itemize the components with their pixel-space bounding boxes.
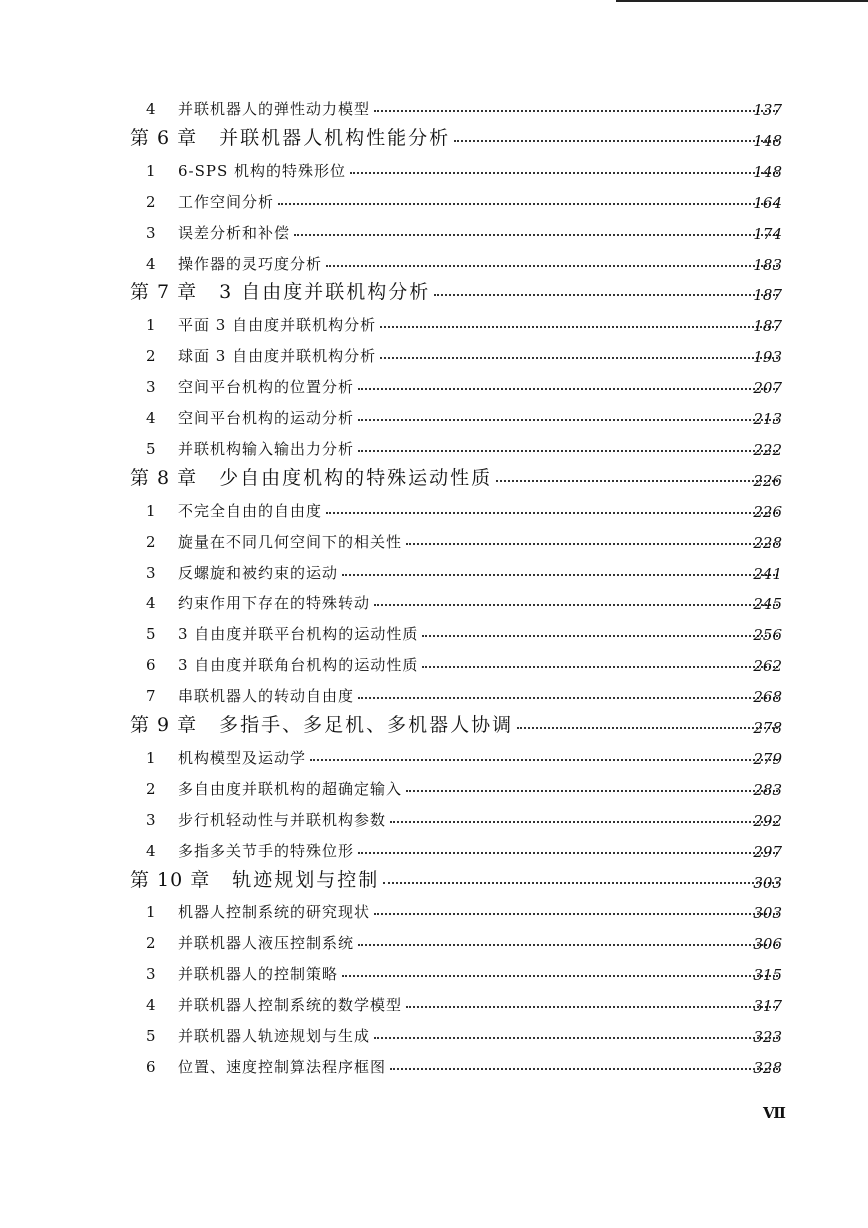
toc-chapter-row bbox=[0, 711, 868, 741]
page-number: 193 bbox=[753, 348, 782, 367]
section-number: 2 bbox=[146, 532, 156, 551]
section-title: 3 自由度并联角台机构的运动性质 bbox=[178, 656, 419, 675]
page-number: 283 bbox=[753, 780, 782, 799]
toc-entry-label bbox=[130, 98, 782, 119]
toc-entry-label bbox=[130, 685, 782, 706]
toc-entry-label bbox=[130, 623, 782, 644]
toc-section-row bbox=[0, 1051, 868, 1081]
page-number: 183 bbox=[753, 255, 782, 274]
toc-entry-label bbox=[130, 222, 782, 243]
dot-leader bbox=[278, 202, 778, 205]
section-title: 多自由度并联机构的超确定输入 bbox=[178, 779, 403, 798]
section-title: 平面 3 自由度并联机构分析 bbox=[178, 316, 377, 335]
toc-entry-label bbox=[130, 376, 782, 397]
section-title: 并联机器人轨迹规划与生成 bbox=[178, 1027, 371, 1045]
page-number: 328 bbox=[753, 1058, 782, 1077]
toc-section-row bbox=[0, 217, 868, 247]
dot-leader bbox=[294, 233, 778, 236]
section-title: 机构模型及运动学 bbox=[178, 748, 307, 767]
section-title: 旋量在不同几何空间下的相关性 bbox=[178, 532, 403, 551]
section-number: 7 bbox=[146, 687, 156, 706]
toc-section-row bbox=[0, 835, 868, 865]
dot-leader bbox=[374, 109, 778, 112]
section-title: 串联机器人的转动自由度 bbox=[178, 687, 355, 706]
toc-entry-label bbox=[130, 314, 782, 335]
toc-entry-label bbox=[130, 123, 782, 150]
chapter-number: 第 8 章 bbox=[130, 466, 198, 489]
toc-section-row bbox=[0, 155, 868, 185]
toc-section-row bbox=[0, 989, 868, 1019]
chapter-number: 第 10 章 bbox=[130, 868, 211, 891]
page-number: 323 bbox=[753, 1028, 782, 1046]
toc-section-row bbox=[0, 248, 868, 278]
toc-entry-label bbox=[130, 747, 782, 768]
section-title: 球面 3 自由度并联机构分析 bbox=[178, 347, 377, 366]
toc-entry-label bbox=[130, 840, 782, 861]
page-folio: Ⅶ bbox=[763, 1104, 786, 1122]
page-number: 256 bbox=[753, 626, 782, 645]
section-number: 3 bbox=[146, 563, 156, 582]
section-number: 3 bbox=[146, 378, 156, 397]
chapter-title: 多指手、多足机、多机器人协调 bbox=[219, 714, 514, 736]
section-number: 4 bbox=[146, 996, 156, 1015]
page-number: 226 bbox=[753, 502, 782, 521]
toc-entry-label bbox=[130, 901, 782, 922]
section-title: 并联机器人控制系统的数学模型 bbox=[178, 996, 403, 1015]
section-number: 4 bbox=[146, 841, 156, 860]
section-number: 6 bbox=[146, 1057, 156, 1076]
chapter-number: 第 9 章 bbox=[130, 714, 198, 736]
toc-section-row bbox=[0, 958, 868, 988]
section-number: 3 bbox=[146, 223, 156, 242]
section-title: 约束作用下存在的特殊转动 bbox=[178, 594, 371, 613]
section-title: 不完全自由的自由度 bbox=[178, 501, 323, 520]
section-number: 1 bbox=[146, 501, 156, 520]
toc-section-row bbox=[0, 649, 868, 679]
toc-entry-label bbox=[130, 994, 782, 1015]
page-number: 213 bbox=[753, 410, 782, 428]
dot-leader bbox=[390, 1067, 778, 1070]
dot-leader bbox=[390, 820, 778, 823]
dot-leader bbox=[350, 171, 778, 174]
page-number: 207 bbox=[753, 379, 782, 398]
toc-chapter-row bbox=[0, 278, 868, 308]
section-number: 2 bbox=[146, 779, 156, 798]
page-number: 268 bbox=[753, 688, 782, 707]
toc-chapter-row bbox=[0, 464, 868, 494]
dot-leader bbox=[380, 356, 778, 359]
dot-leader bbox=[374, 1036, 778, 1039]
section-title: 反螺旋和被约束的运动 bbox=[178, 563, 339, 582]
toc-entry-label bbox=[130, 562, 782, 583]
section-title: 机器人控制系统的研究现状 bbox=[178, 903, 371, 922]
dot-leader bbox=[374, 603, 778, 606]
page-number: 222 bbox=[753, 440, 782, 459]
dot-leader bbox=[406, 542, 778, 545]
section-number: 6 bbox=[146, 656, 156, 675]
section-number: 2 bbox=[146, 347, 156, 366]
chapter-title: 并联机器人机构性能分析 bbox=[219, 126, 451, 149]
section-title: 6-SPS 机构的特殊形位 bbox=[178, 161, 347, 180]
section-number: 4 bbox=[146, 409, 156, 427]
section-title: 操作器的灵巧度分析 bbox=[178, 254, 323, 273]
toc-section-row bbox=[0, 587, 868, 617]
dot-leader bbox=[310, 758, 778, 761]
dot-leader bbox=[342, 974, 778, 977]
dot-leader bbox=[422, 665, 778, 668]
toc-entry-label bbox=[130, 778, 782, 799]
section-number: 2 bbox=[146, 934, 156, 953]
section-number: 4 bbox=[146, 100, 156, 118]
page-number: 137 bbox=[753, 101, 782, 119]
dot-leader bbox=[496, 479, 778, 482]
section-title: 工作空间分析 bbox=[178, 192, 275, 211]
page-number: 279 bbox=[753, 749, 782, 768]
page-number: 292 bbox=[753, 811, 782, 830]
page-number: 315 bbox=[753, 966, 782, 985]
dot-leader bbox=[358, 851, 778, 854]
page-number: 303 bbox=[753, 873, 782, 892]
dot-leader bbox=[358, 943, 778, 946]
toc-entry-label bbox=[130, 592, 782, 613]
toc-section-row bbox=[0, 680, 868, 710]
dot-leader bbox=[374, 912, 778, 915]
toc-section-row bbox=[0, 340, 868, 370]
section-title: 并联机器人液压控制系统 bbox=[178, 934, 355, 953]
toc-section-row bbox=[0, 896, 868, 926]
section-number: 5 bbox=[146, 1027, 156, 1045]
chapter-title: 3 自由度并联机构分析 bbox=[219, 281, 431, 304]
toc-section-row bbox=[0, 618, 868, 648]
chapter-number: 第 7 章 bbox=[130, 281, 198, 304]
toc-entry-label bbox=[130, 438, 782, 459]
chapter-title: 少自由度机构的特殊运动性质 bbox=[219, 466, 493, 489]
page-number: 262 bbox=[753, 657, 782, 676]
section-number: 1 bbox=[146, 903, 156, 922]
section-number: 2 bbox=[146, 192, 156, 211]
section-number: 1 bbox=[146, 748, 156, 767]
toc-section-row bbox=[0, 433, 868, 463]
dot-leader bbox=[342, 573, 778, 576]
page-number: 297 bbox=[753, 842, 782, 861]
page-number: 317 bbox=[753, 997, 782, 1016]
section-number: 3 bbox=[146, 810, 156, 829]
section-title: 并联机器人的控制策略 bbox=[178, 965, 339, 984]
dot-leader bbox=[517, 726, 778, 729]
dot-leader bbox=[358, 449, 778, 452]
page-number: 228 bbox=[753, 533, 782, 552]
section-number: 1 bbox=[146, 316, 156, 335]
page-number: 303 bbox=[753, 904, 782, 923]
toc-entry-label bbox=[130, 1056, 782, 1077]
page-number: 187 bbox=[753, 286, 782, 305]
toc-entry-label bbox=[130, 191, 782, 212]
toc-entry-label bbox=[130, 345, 782, 366]
page-number: 226 bbox=[753, 471, 782, 490]
dot-leader bbox=[358, 696, 778, 699]
toc-entry-label bbox=[130, 963, 782, 984]
section-title: 多指多关节手的特殊位形 bbox=[178, 841, 355, 860]
section-title: 空间平台机构的位置分析 bbox=[178, 378, 355, 397]
section-title: 步行机轻动性与并联机构参数 bbox=[178, 810, 387, 829]
section-title: 并联机器人的弹性动力模型 bbox=[178, 100, 371, 118]
section-number: 4 bbox=[146, 254, 156, 273]
dot-leader bbox=[358, 418, 778, 421]
page-number: 148 bbox=[753, 131, 782, 150]
dot-leader bbox=[434, 293, 778, 296]
toc-section-row bbox=[0, 495, 868, 525]
page-number: 187 bbox=[753, 317, 782, 336]
top-rule bbox=[616, 0, 868, 2]
dot-leader bbox=[383, 881, 778, 884]
toc-entry-label bbox=[130, 809, 782, 830]
page-number: 174 bbox=[753, 224, 782, 243]
toc-section-row bbox=[0, 309, 868, 339]
dot-leader bbox=[358, 387, 778, 390]
toc-section-row bbox=[0, 773, 868, 803]
dot-leader bbox=[326, 264, 778, 267]
toc-section-row bbox=[0, 742, 868, 772]
toc-section-row bbox=[0, 371, 868, 401]
toc-section-row bbox=[0, 526, 868, 556]
section-number: 4 bbox=[146, 594, 156, 613]
dot-leader bbox=[406, 789, 778, 792]
toc-entry-label bbox=[130, 531, 782, 552]
dot-leader bbox=[380, 325, 778, 328]
toc-entry-label bbox=[130, 253, 782, 274]
toc-section-row bbox=[0, 93, 868, 123]
toc-entry-label bbox=[130, 710, 782, 737]
toc-entry-label bbox=[130, 277, 782, 304]
page-number: 148 bbox=[753, 162, 782, 181]
toc-entry-label bbox=[130, 654, 782, 675]
page-number: 306 bbox=[753, 935, 782, 954]
section-number: 1 bbox=[146, 161, 156, 180]
dot-leader bbox=[454, 139, 778, 142]
dot-leader bbox=[406, 1005, 778, 1008]
toc-entry-label bbox=[130, 865, 782, 892]
chapter-title: 轨迹规划与控制 bbox=[232, 868, 380, 891]
toc-chapter-row bbox=[0, 866, 868, 896]
section-number: 3 bbox=[146, 965, 156, 984]
page-number: 278 bbox=[753, 719, 782, 737]
toc-section-row bbox=[0, 557, 868, 587]
toc-chapter-row bbox=[0, 124, 868, 154]
toc-section-row bbox=[0, 186, 868, 216]
toc-entry-label bbox=[130, 463, 782, 490]
toc-entry-label bbox=[130, 407, 782, 428]
section-number: 5 bbox=[146, 439, 156, 458]
page-number: 241 bbox=[753, 564, 782, 583]
toc-section-row bbox=[0, 804, 868, 834]
toc-section-row bbox=[0, 927, 868, 957]
section-title: 位置、速度控制算法程序框图 bbox=[178, 1057, 387, 1076]
section-title: 空间平台机构的运动分析 bbox=[178, 409, 355, 427]
section-title: 并联机构输入输出力分析 bbox=[178, 439, 355, 458]
toc-entry-label bbox=[130, 932, 782, 953]
dot-leader bbox=[422, 634, 778, 637]
toc-section-row bbox=[0, 1020, 868, 1050]
page-number: 245 bbox=[753, 595, 782, 614]
section-title: 3 自由度并联平台机构的运动性质 bbox=[178, 625, 419, 644]
section-title: 误差分析和补偿 bbox=[178, 223, 291, 242]
toc-entry-label bbox=[130, 160, 782, 181]
toc-section-row bbox=[0, 402, 868, 432]
toc-entry-label bbox=[130, 1025, 782, 1046]
chapter-number: 第 6 章 bbox=[130, 126, 198, 149]
section-number: 5 bbox=[146, 625, 156, 644]
toc-entry-label bbox=[130, 500, 782, 521]
page-number: 164 bbox=[753, 193, 782, 212]
dot-leader bbox=[326, 511, 778, 514]
